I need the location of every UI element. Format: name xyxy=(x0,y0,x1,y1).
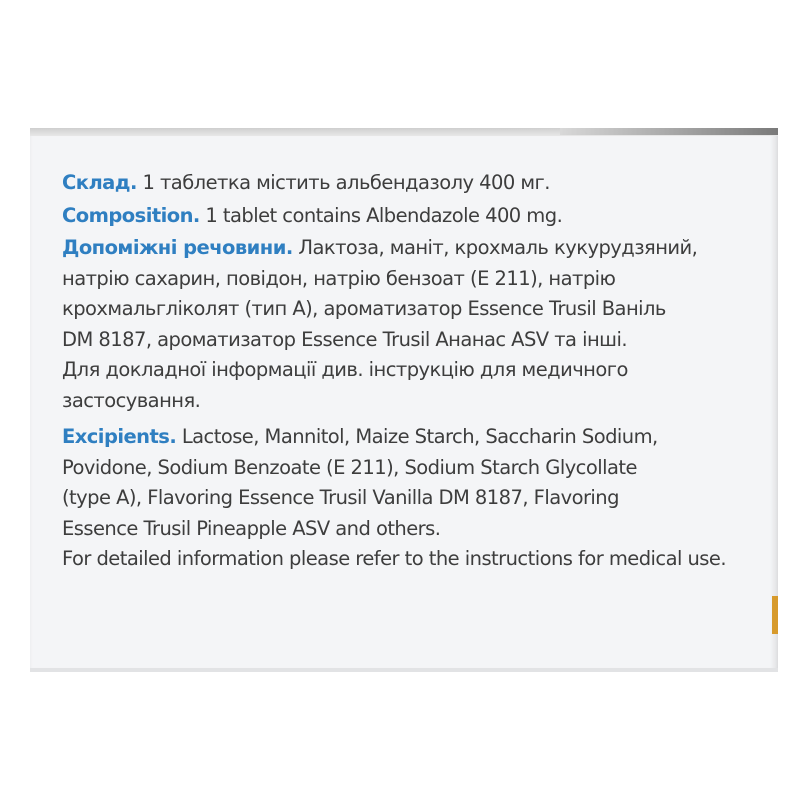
excipients-en-line: Povidone, Sodium Benzoate (E 211), Sodium Starch Glycollate xyxy=(62,455,637,479)
excipients-ua-line: Для докладної інформації див. інструкцію для медичного xyxy=(62,358,628,381)
composition-ua xyxy=(62,168,762,199)
excipients-en-line: For detailed information please refer to the instructions for medical use. xyxy=(62,547,727,570)
box-side-shadow xyxy=(770,136,778,672)
box-bottom-edge xyxy=(30,668,778,672)
excipients-ua-line: крохмальгліколят (тип А), ароматизатор Essence Trusil Ваніль xyxy=(62,297,666,320)
excipients-ua-line: Лактоза, маніт, крохмаль кукурудзяний, xyxy=(292,236,698,259)
excipients-en-label: Excipients. xyxy=(62,425,177,448)
excipients-ua-line: натрію сахарин, повідон, натрію бензоат (Е 211), натрію xyxy=(62,266,616,290)
excipients-en xyxy=(62,422,762,575)
excipients-ua xyxy=(62,233,762,416)
composition-ua-text: 1 таблетка містить альбендазолу 400 мг. xyxy=(136,171,550,194)
ingredients-text-block xyxy=(62,168,762,575)
excipients-en-line: (type A), Flavoring Essence Trusil Vanilla DM 8187, Flavoring xyxy=(62,486,619,509)
box-top-edge-shade xyxy=(560,128,778,135)
box-side-accent-strip xyxy=(772,596,778,634)
composition-ua-label: Склад. xyxy=(62,171,137,194)
excipients-ua-line: застосування. xyxy=(62,388,201,412)
excipients-ua-label: Допоміжні речовини. xyxy=(62,236,293,259)
excipients-en-line: Essence Trusil Pineapple ASV and others. xyxy=(62,516,441,540)
composition-en-text: 1 tablet contains Albendazole 400 mg. xyxy=(199,203,563,227)
excipients-ua-line: DM 8187, ароматизатор Essence Trusil Ананас ASV та інші. xyxy=(62,327,627,351)
composition-en xyxy=(62,201,762,232)
excipients-en-line: Lactose, Mannitol, Maize Starch, Saccharin Sodium, xyxy=(176,425,658,448)
composition-en-label: Composition. xyxy=(62,203,200,227)
